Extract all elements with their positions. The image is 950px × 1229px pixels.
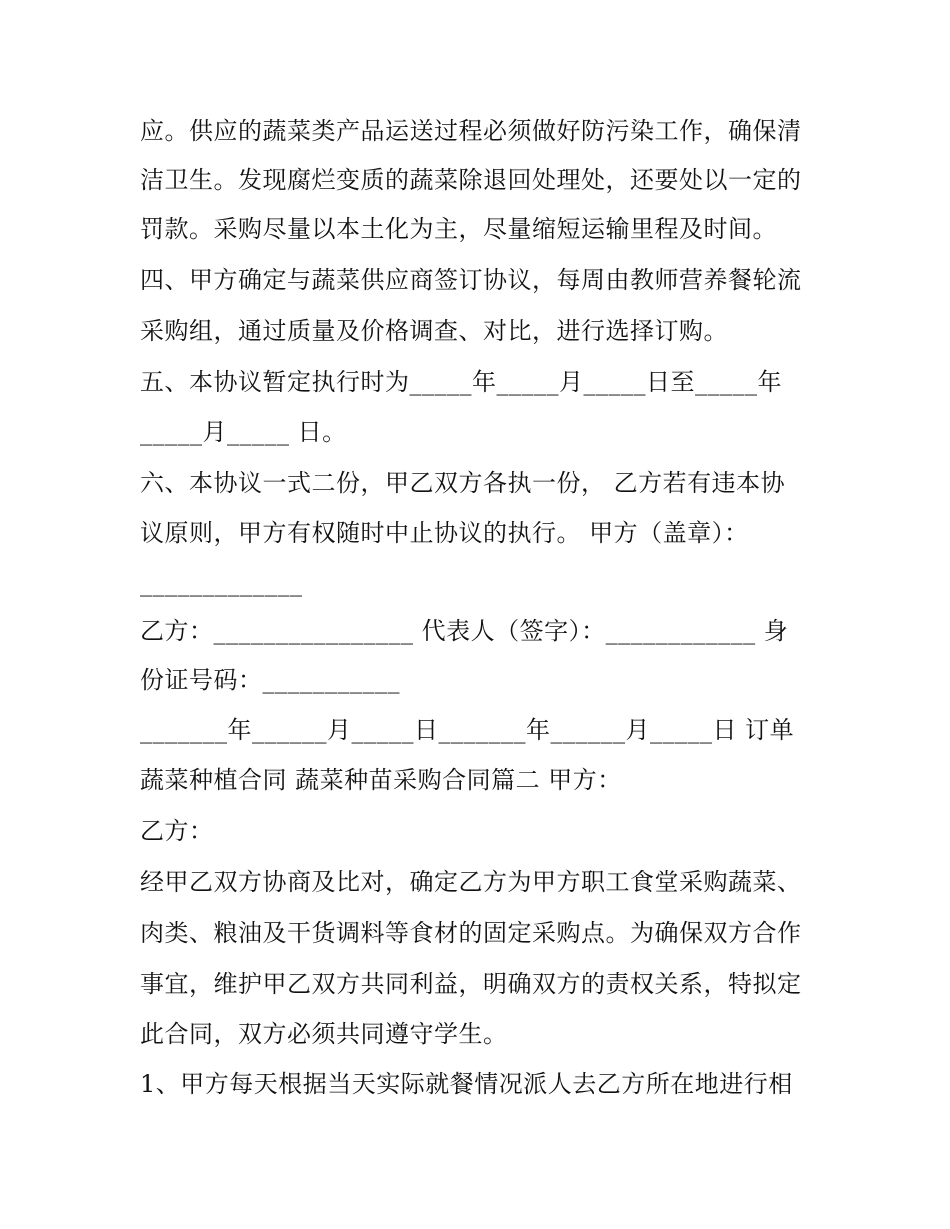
paragraph-line: _______年______月_____日_______年______月_____日 订单 bbox=[140, 716, 795, 744]
paragraph-line: 肉类、粮油及干货调料等食材的固定采购点。为确保双方合作 bbox=[140, 919, 802, 947]
paragraph-line: 乙方： bbox=[140, 817, 214, 845]
paragraph-line: _____月_____ 日。 bbox=[140, 418, 347, 446]
paragraph-line: 乙方：________________ 代表人（签字）：____________ 身 bbox=[140, 617, 789, 645]
paragraph-line: 经甲乙双方协商及比对，确定乙方为甲方职工食堂采购蔬菜、 bbox=[140, 868, 802, 896]
paragraph-line: 议原则，甲方有权随时中止协议的执行。 甲方（盖章）： bbox=[140, 519, 749, 547]
paragraph-line: 应。供应的蔬菜类产品运送过程必须做好防污染工作，确保清 bbox=[140, 117, 802, 145]
paragraph-line: 六、本协议一式二份，甲乙双方各执一份， 乙方若有违本协 bbox=[140, 469, 786, 497]
paragraph-line: 蔬菜种植合同 蔬菜种苗采购合同篇二 甲方： bbox=[140, 766, 622, 794]
paragraph-line: 份证号码：___________ bbox=[140, 666, 400, 694]
paragraph-line: 四、甲方确定与蔬菜供应商签订协议，每周由教师营养餐轮流 bbox=[140, 266, 802, 294]
paragraph-line: 此合同，双方必须共同遵守学生。 bbox=[140, 1020, 508, 1048]
paragraph-line: _____________ bbox=[140, 569, 303, 597]
paragraph-line: 罚款。采购尽量以本土化为主，尽量缩短运输里程及时间。 bbox=[140, 215, 777, 243]
paragraph-line: 1、甲方每天根据当天实际就餐情况派人去乙方所在地进行相 bbox=[140, 1070, 793, 1098]
paragraph-line: 五、本协议暂定执行时为_____年_____月_____日至_____年 bbox=[140, 368, 782, 396]
paragraph-line: 采购组，通过质量及价格调查、对比，进行选择订购。 bbox=[140, 317, 728, 345]
paragraph-line: 事宜，维护甲乙双方共同利益，明确双方的责权关系，特拟定 bbox=[140, 970, 802, 998]
paragraph-line: 洁卫生。发现腐烂变质的蔬菜除退回处理处，还要处以一定的 bbox=[140, 166, 802, 194]
